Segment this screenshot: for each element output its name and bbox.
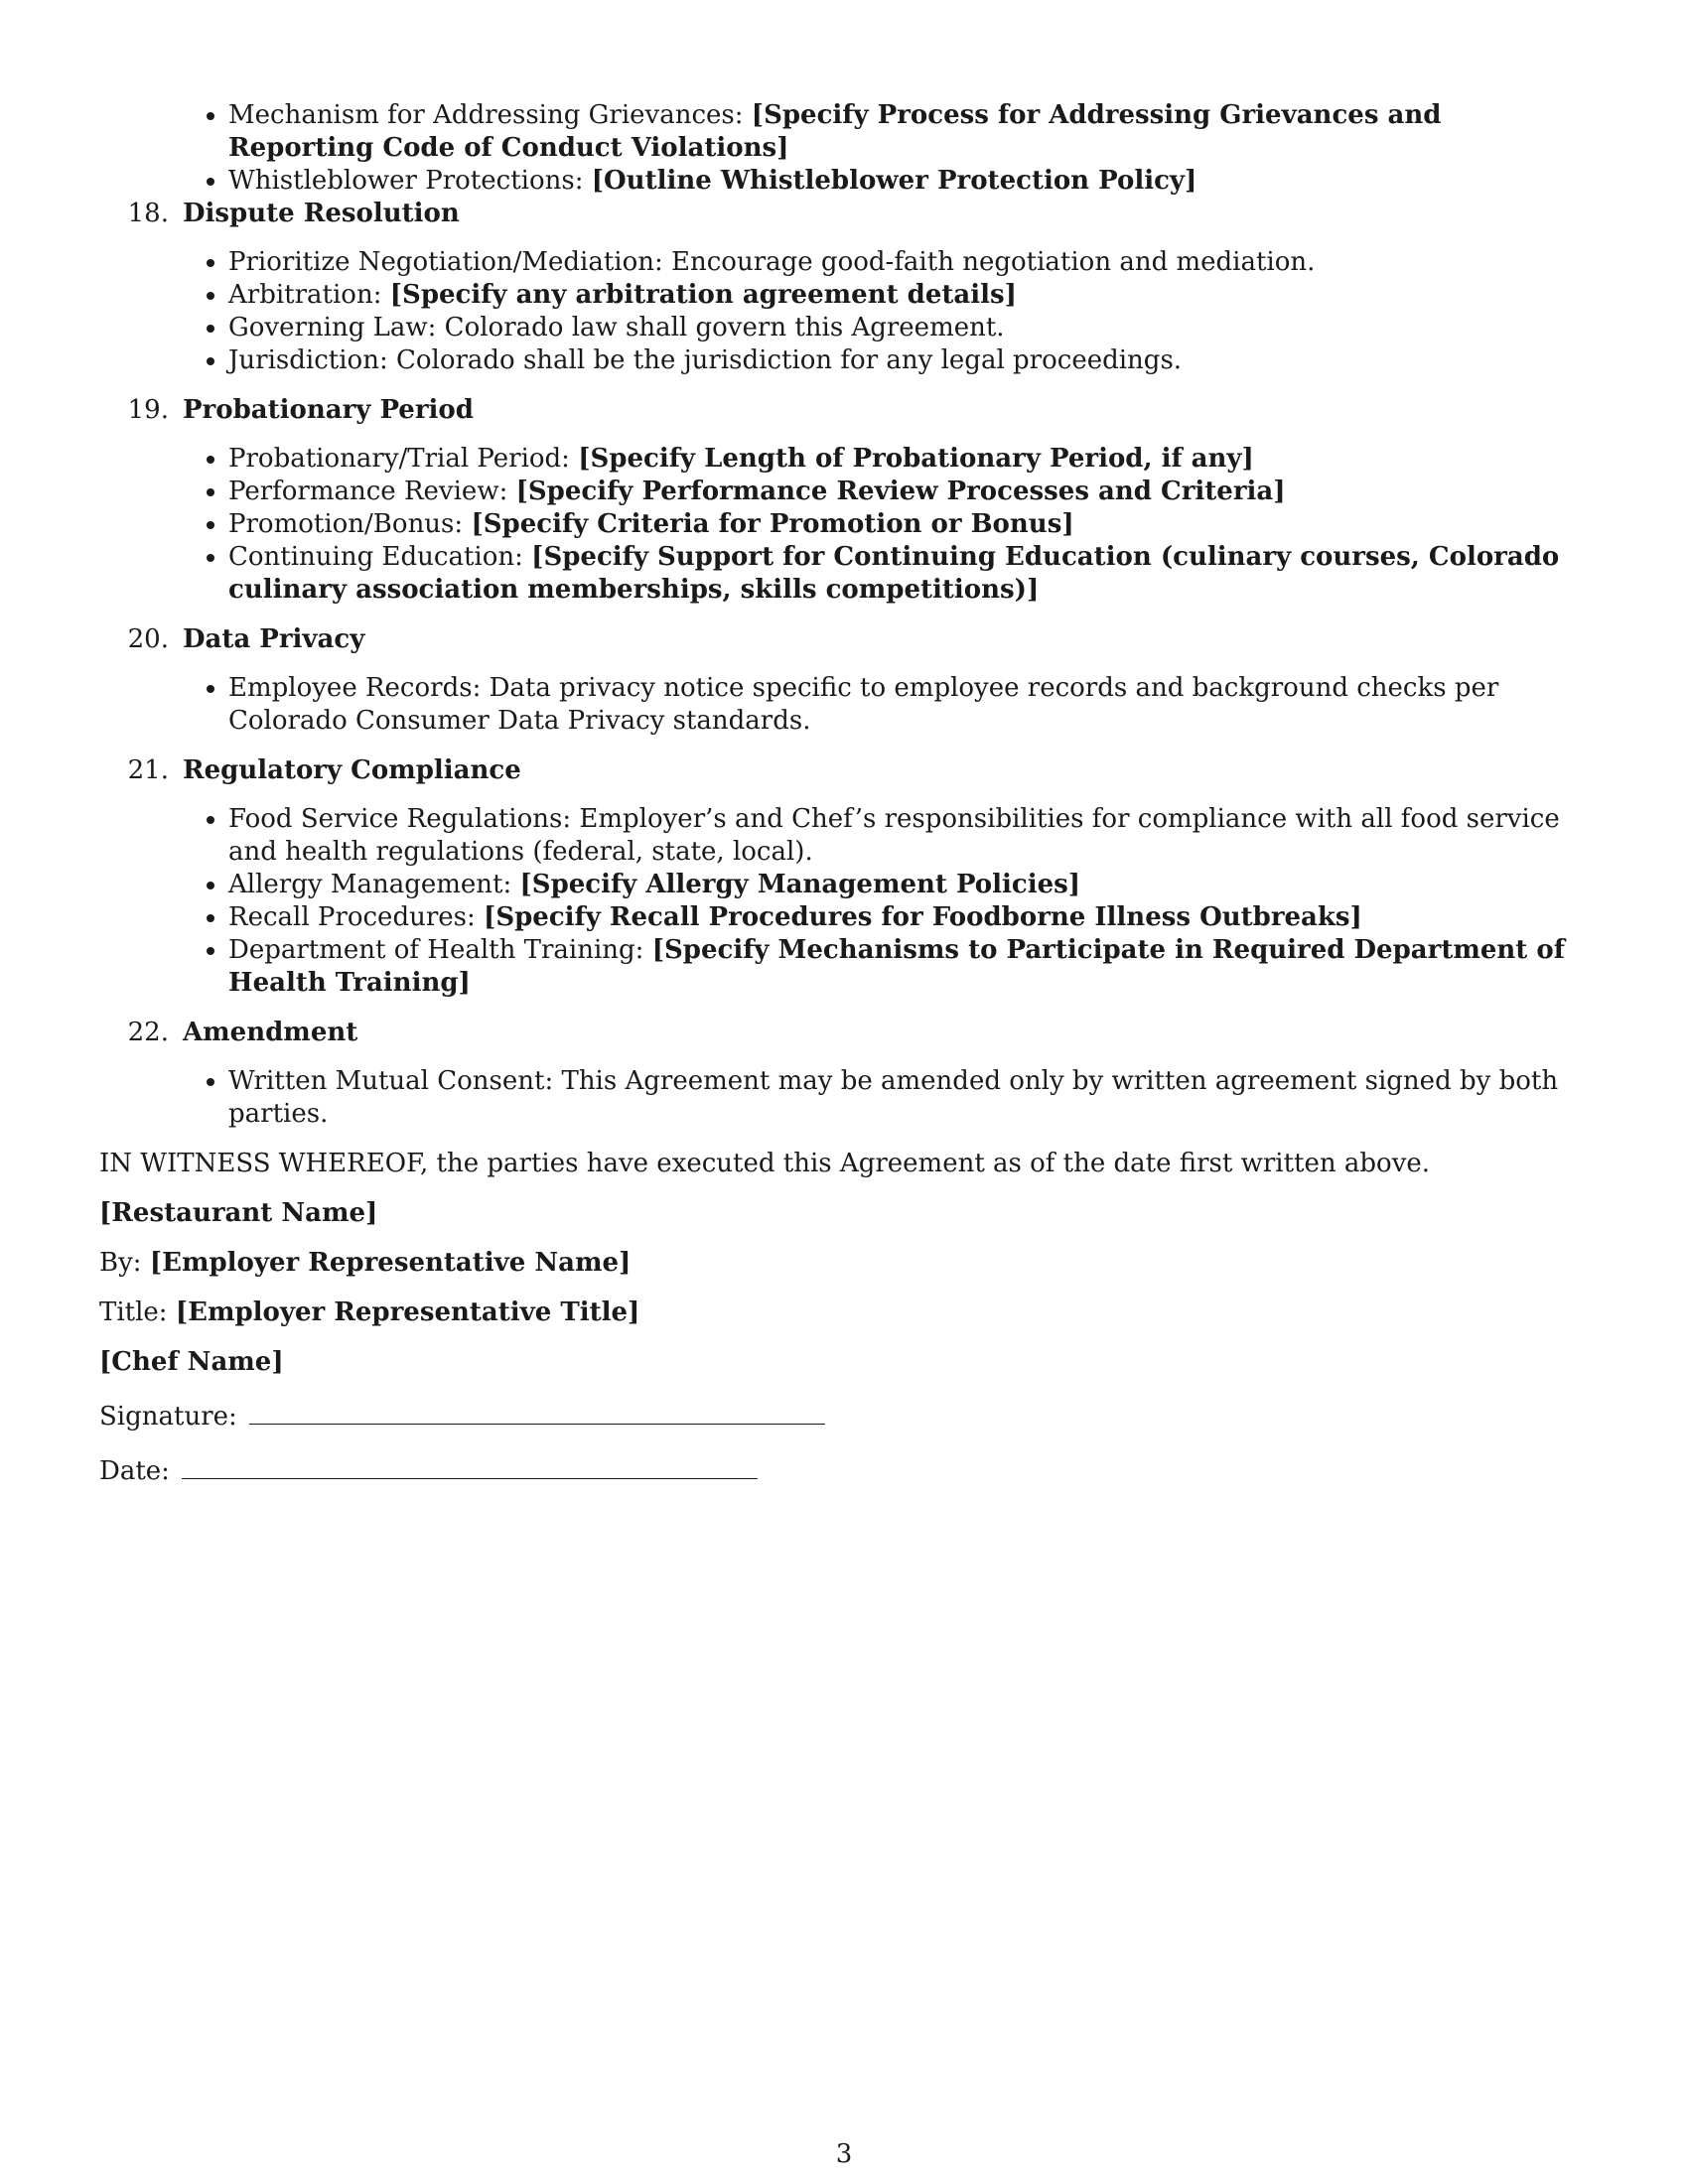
chef-name: [Chef Name]: [99, 1347, 284, 1377]
section-title: Data Privacy: [183, 624, 365, 654]
section-heading: [99, 1017, 1589, 1049]
list-item: • Performance Review: [Specify Performance Review Processes and Criteria]: [228, 476, 1589, 508]
placeholder-field: [Specify any arbitration agreement details]: [389, 280, 1017, 310]
placeholder-field: [Outline Whistleblower Protection Policy]: [591, 166, 1197, 196]
list-item: • Probationary/Trial Period: [Specify Length of Probationary Period, if any]: [228, 443, 1589, 476]
section-number: 18.: [127, 199, 169, 228]
section-title: Dispute Resolution: [183, 199, 460, 228]
placeholder-field: [Specify Support for Continuing Education (culinary courses, Colorado culinary association memberships, skills competitions)]: [228, 542, 1560, 605]
date-line: Date:: [99, 1450, 1589, 1488]
list-item: • Employee Records: Data privacy notice specific to employee records and background checks per Colorado Consumer Data Privacy standards.: [228, 672, 1589, 738]
employer-title-line: Title: [Employer Representative Title]: [99, 1297, 640, 1327]
list-item: • Arbitration: [Specify any arbitration agreement details]: [228, 279, 1589, 312]
continuation-list: [99, 99, 1589, 198]
employer-representative-name: [Employer Representative Name]: [149, 1248, 632, 1278]
placeholder-field: [Specify Performance Review Processes and Criteria]: [515, 477, 1286, 506]
list-item: • Recall Procedures: [Specify Recall Procedures for Foodborne Illness Outbreaks]: [228, 901, 1589, 934]
section-number: 21.: [127, 755, 169, 785]
page-number: 3: [835, 2139, 853, 2169]
restaurant-name: [Restaurant Name]: [99, 1198, 378, 1228]
section-title: Probationary Period: [183, 395, 474, 425]
section-heading: [99, 198, 1589, 230]
section-list: [99, 443, 1589, 607]
placeholder-field: [Specify Recall Procedures for Foodborne Illness Outbreaks]: [484, 902, 1362, 932]
list-item: • Whistleblower Protections: [Outline Whistleblower Protection Policy]: [228, 165, 1589, 198]
list-item: • Mechanism for Addressing Grievances: [Specify Process for Addressing Grievances and Reporting Code of Conduct Violations]: [228, 99, 1589, 165]
employer-representative-title: [Employer Representative Title]: [175, 1297, 640, 1327]
section-heading: [99, 623, 1589, 656]
list-item: • Governing Law: Colorado law shall govern this Agreement.: [228, 312, 1589, 344]
section-heading: [99, 394, 1589, 427]
section-list: [99, 1065, 1589, 1131]
section-list: [99, 246, 1589, 377]
list-item: • Food Service Regulations: Employer’s and Chef’s responsibilities for compliance with all food service and health regulations (federal, state, local).: [228, 803, 1589, 869]
placeholder-field: [Specify Allergy Management Policies]: [519, 870, 1081, 899]
list-item: • Written Mutual Consent: This Agreement may be amended only by written agreement signed by both parties.: [228, 1065, 1589, 1131]
section-title: Amendment: [183, 1018, 358, 1047]
document-page: [99, 99, 1589, 1505]
employer-representative-line: By: [Employer Representative Name]: [99, 1248, 632, 1278]
placeholder-field: [Specify Length of Probationary Period, if any]: [578, 444, 1254, 474]
section-number: 19.: [127, 395, 169, 425]
section-number: 22.: [127, 1018, 169, 1047]
section-amendment: [99, 1017, 1589, 1131]
list-item: • Continuing Education: [Specify Support for Continuing Education (culinary courses, Colorado culinary association memberships, skills competitions)]: [228, 541, 1589, 607]
section-data-privacy: [99, 623, 1589, 738]
signature-blank[interactable]: [249, 1396, 825, 1425]
list-item: • Promotion/Bonus: [Specify Criteria for Promotion or Bonus]: [228, 508, 1589, 541]
section-list: [99, 803, 1589, 1000]
witness-clause: IN WITNESS WHEREOF, the parties have executed this Agreement as of the date first written above.: [99, 1149, 1431, 1178]
section-regulatory-compliance: [99, 754, 1589, 1000]
section-probationary-period: [99, 394, 1589, 607]
section-number: 20.: [127, 624, 169, 654]
placeholder-field: [Specify Process for Addressing Grievances and Reporting Code of Conduct Violations]: [228, 100, 1442, 163]
list-item: • Prioritize Negotiation/Mediation: Encourage good-faith negotiation and mediation.: [228, 246, 1589, 279]
placeholder-field: [Specify Mechanisms to Participate in Required Department of Health Training]: [228, 935, 1565, 998]
section-title: Regulatory Compliance: [183, 755, 521, 785]
list-item: • Allergy Management: [Specify Allergy Management Policies]: [228, 869, 1589, 901]
signature-line: Signature:: [99, 1396, 1589, 1433]
date-blank[interactable]: [182, 1450, 758, 1479]
list-item: • Department of Health Training: [Specify Mechanisms to Participate in Required Department of Health Training]: [228, 934, 1589, 1000]
section-list: [99, 672, 1589, 738]
placeholder-field: [Specify Criteria for Promotion or Bonus]: [471, 509, 1074, 539]
list-item: • Jurisdiction: Colorado shall be the jurisdiction for any legal proceedings.: [228, 344, 1589, 377]
section-dispute-resolution: [99, 198, 1589, 377]
section-heading: [99, 754, 1589, 787]
